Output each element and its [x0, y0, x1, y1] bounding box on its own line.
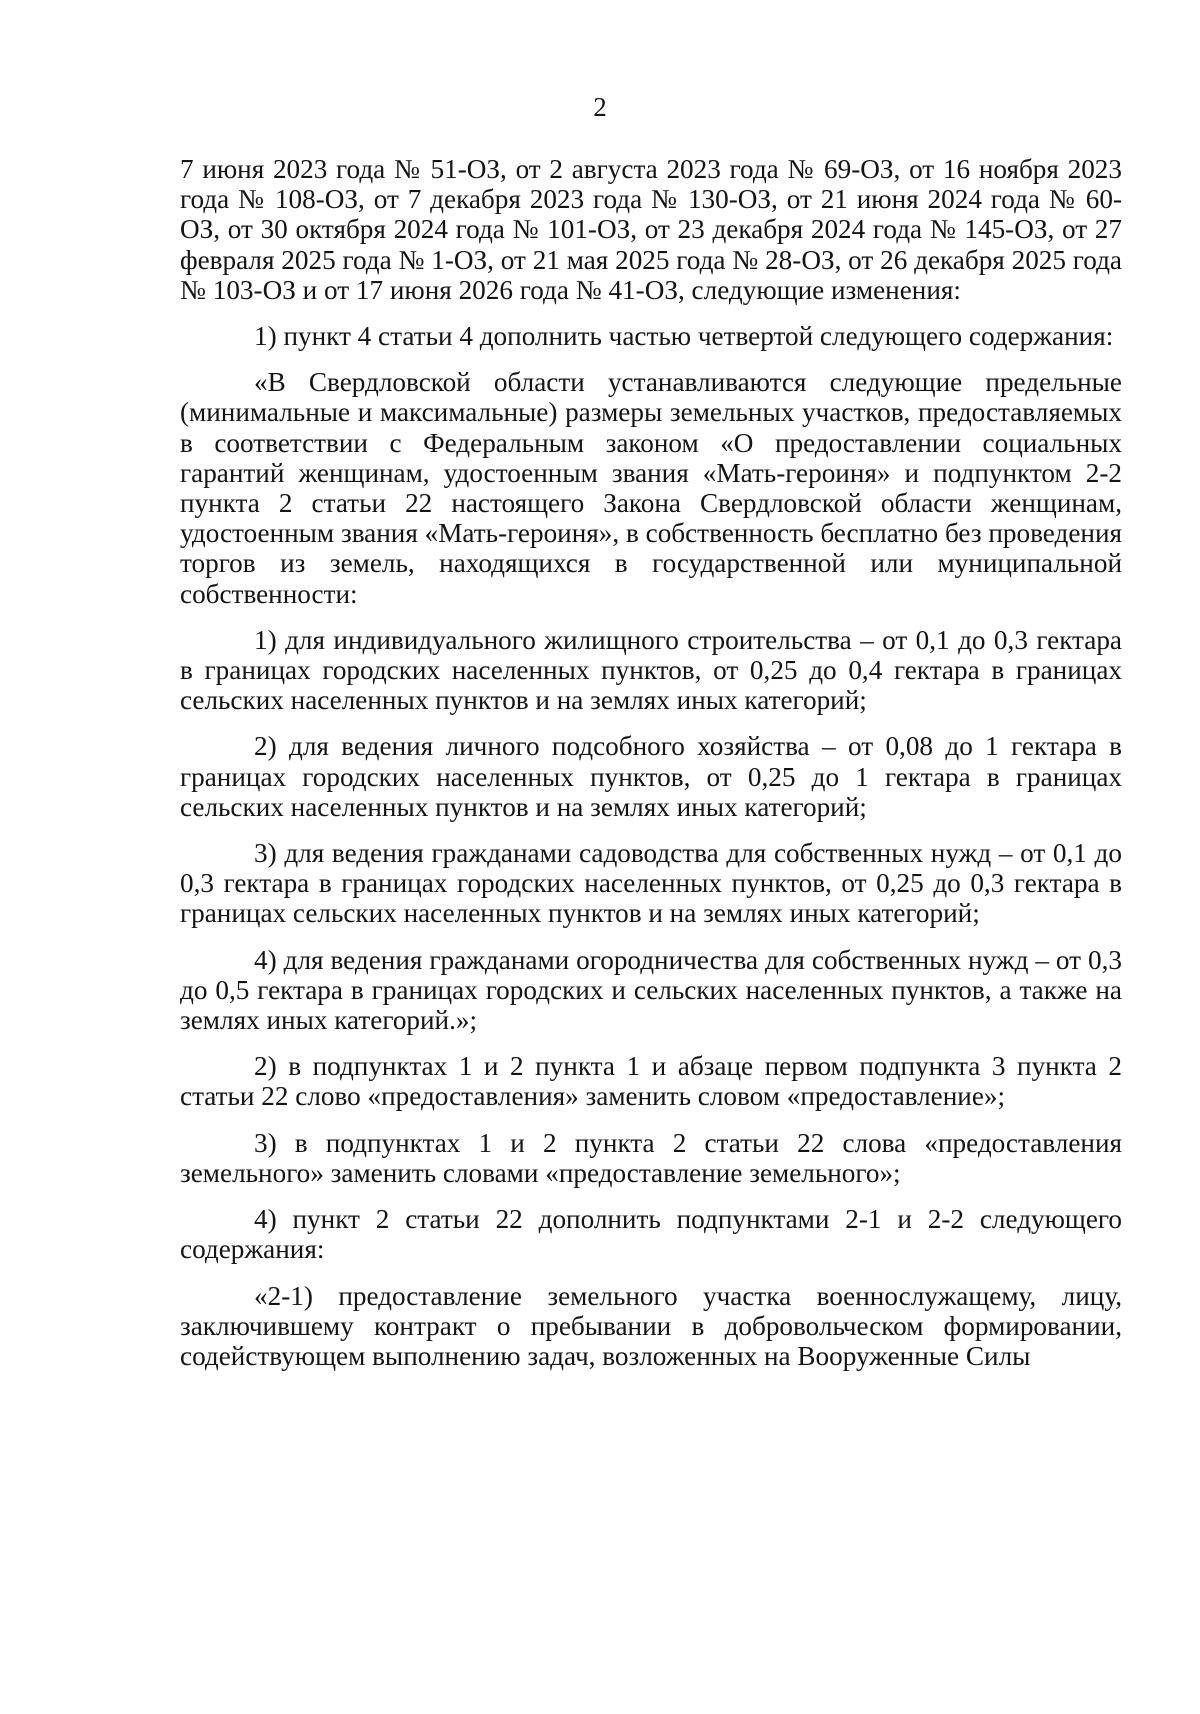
paragraph-intro-continuation: 7 июня 2023 года № 51-ОЗ, от 2 августа 2023 года № 69-ОЗ, от 16 ноября 2023 года № 108-ОЗ, от 7 декабря 2023 года № 130-ОЗ, от 21 июня 2024 года № 60-ОЗ, от 30 октября 2024 года № 101-ОЗ, от 23 декабря 2024 года № 145-ОЗ, от 27 февраля 2025 года № 1-ОЗ, от 21 мая 2025 года № 28-ОЗ, от 26 декабря 2025 года № 103-ОЗ и от 17 июня 2026 года № 41-ОЗ, следующие изменения: — [180, 154, 1122, 305]
paragraph-item-1: 1) пункт 4 статьи 4 дополнить частью четвертой следующего содержания: — [254, 321, 1114, 352]
paragraph-subitem-3: 3) для ведения гражданами садоводства для собственных нужд – от 0,1 до 0,3 гектара в границах городских населенных пунктов, от 0,25 до 0,3 гектара в границах сельских населенных пунктов и на землях иных категорий; — [180, 838, 1122, 929]
paragraph-subitem-1: 1) для индивидуального жилищного строительства – от 0,1 до 0,3 гектара в границах городских населенных пунктов, от 0,25 до 0,4 гектара в границах сельских населенных пунктов и на землях иных категорий; — [180, 624, 1122, 716]
paragraph-quote-2-1: «2-1) предоставление земельного участка военнослужащему, лицу, заключившему контракт о пребывании в добровольческом формировании, содействующем выполнению задач, возложенных на Вооруженные Силы — [180, 1280, 1122, 1371]
paragraph-item-2: 2) в подпунктах 1 и 2 пункта 1 и абзаце первом подпункта 3 пункта 2 статьи 22 слово «предоставления» заменить словом «предоставление»; — [180, 1051, 1122, 1112]
paragraph-subitem-4: 4) для ведения гражданами огородничества для собственных нужд – от 0,3 до 0,5 гектара в границах городских и сельских населенных пунктов, а также на землях иных категорий.»; — [180, 944, 1122, 1036]
paragraph-subitem-2: 2) для ведения личного подсобного хозяйства – от 0,08 до 1 гектара в границах городских населенных пунктов, от 0,25 до 1 гектара в границах сельских населенных пунктов и на землях иных категорий; — [180, 731, 1122, 822]
document-body — [180, 154, 1122, 1387]
page-number: 2 — [593, 92, 607, 122]
paragraph-quote-land-sizes: «В Свердловской области устанавливаются следующие предельные (минимальные и максимальные) размеры земельных участков, предоставляемых в соответствии с Федеральным законом «О предоставлении социальных гарантий женщинам, удостоенным звания «Мать-героиня» и подпунктом 2-2 пункта 2 статьи 22 настоящего Закона Свердловской области женщинам, удостоенным звания «Мать-героиня», в собственность бесплатно без проведения торгов из земель, находящихся в государственной или муниципальной собственности: — [180, 367, 1122, 609]
paragraph-item-4: 4) пункт 2 статьи 22 дополнить подпунктами 2-1 и 2-2 следующего содержания: — [180, 1204, 1122, 1265]
paragraph-item-3: 3) в подпунктах 1 и 2 пункта 2 статьи 22 слова «предоставления земельного» заменить словами «предоставление земельного»; — [180, 1127, 1122, 1188]
